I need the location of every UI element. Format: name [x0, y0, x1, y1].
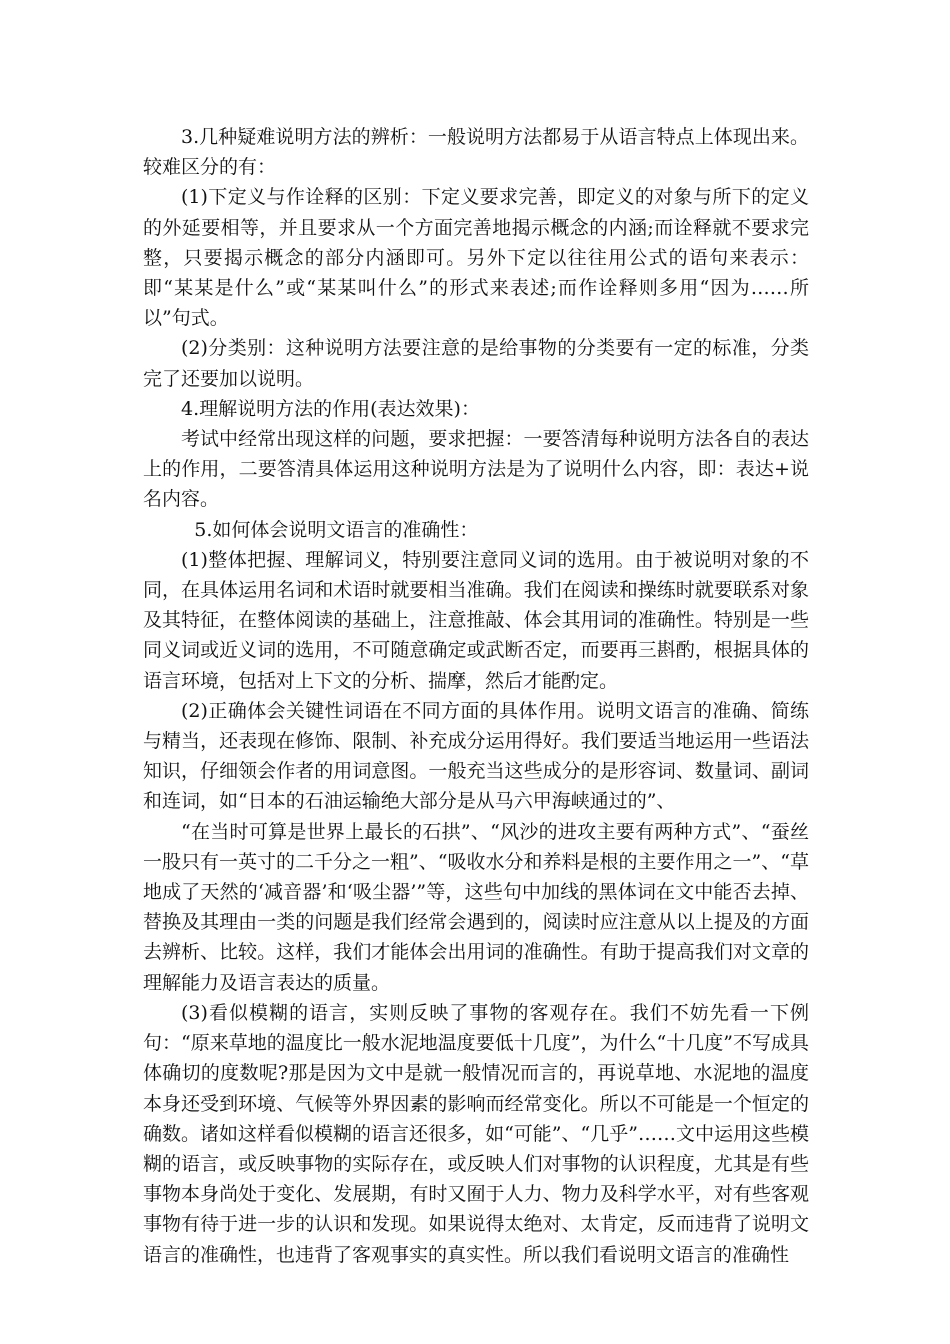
paragraph-exam-requirements: 考试中经常出现这样的问题，要求把握：一要答清每种说明方法各自的表达上的作用，二要答清具体运用这种说明方法是为了说明什么内容，即：表达+说名内容。	[143, 428, 809, 511]
paragraph-vague-language: (3)看似模糊的语言，实则反映了事物的客观存在。我们不妨先看一下例句：“原来草地的温度比一般水泥地温度要低十几度”，为什么“十几度”不写成具体确切的度数呢?那是因为文中是就一般情况而言的，再说草地、水泥地的温度本身还受到环境、气候等外界因素的影响而经常变化。所以不可能是一个恒定的确数。诸如这样看似模糊的语言还很多，如“可能”、“几乎”……文中运用这些模糊的语言，或反映事物的实际存在，或反映人们对事物的认识程度，尤其是有些事物本身尚处于变化、发展期，有时又囿于人力、物力及科学水平，对有些客观事物有待于进一步的认识和发现。如果说得太绝对、太肯定，反而违背了说明文语言的准确性，也违背了客观事实的真实性。所以我们看说明文语言的准确性	[143, 1001, 809, 1266]
paragraph-key-words: (2)正确体会关键性词语在不同方面的具体作用。说明文语言的准确、简练与精当，还表现在修饰、限制、补充成分运用得好。我们要适当地运用一些语法知识，仔细领会作者的用词意图。一般充当这些成分的是形容词、数量词、副词和连词，如“日本的石油运输绝大部分是从马六甲海峡通过的”、	[143, 699, 809, 813]
paragraph-definition-vs-explanation: (1)下定义与作诠释的区别：下定义要求完善，即定义的对象与所下的定义的外延要相等，并且要求从一个方面完善地揭示概念的内涵;而诠释就不要求完整，只要揭示概念的部分内涵即可。另外下定以往往用公式的语句来表示：即“某某是什么”或“某某叫什么”的形式来表述;而作诠释则多用“因为……所以”句式。	[143, 186, 809, 330]
paragraph-section-3: 3.几种疑难说明方法的辨析：一般说明方法都易于从语言特点上体现出来。较难区分的有：	[143, 126, 809, 179]
paragraph-classification: (2)分类别：这种说明方法要注意的是给事物的分类要有一定的标准，分类完了还要加以说明。	[143, 337, 809, 390]
document-body	[143, 122, 809, 1270]
paragraph-section-5: 5.如何体会说明文语言的准确性：	[194, 518, 479, 541]
paragraph-examples: “在当时可算是世界上最长的石拱”、“风沙的进攻主要有两种方式”、“蚕丝一股只有一英寸的二千分之一粗”、“吸收水分和养料是根的主要作用之一”、“草地成了天然的‘减音器’和‘吸尘器’”等，这些句中加线的黑体词在文中能否去掉、替换及其理由一类的问题是我们经常会遇到的，阅读时应注意从以上提及的方面去辨析、比较。这样，我们才能体会出用词的准确性。有助于提高我们对文章的理解能力及语言表达的质量。	[143, 820, 809, 994]
paragraph-section-4: 4.理解说明方法的作用(表达效果)：	[181, 397, 480, 420]
paragraph-word-meaning: (1)整体把握、理解词义，特别要注意同义词的选用。由于被说明对象的不同，在具体运用名词和术语时就要相当准确。我们在阅读和操练时就要联系对象及其特征，在整体阅读的基础上，注意推敲、体会其用词的准确性。特别是一些同义词或近义词的选用，不可随意确定或武断否定，而要再三斟酌，根据具体的语言环境，包括对上下文的分析、揣摩，然后才能酌定。	[143, 548, 809, 692]
